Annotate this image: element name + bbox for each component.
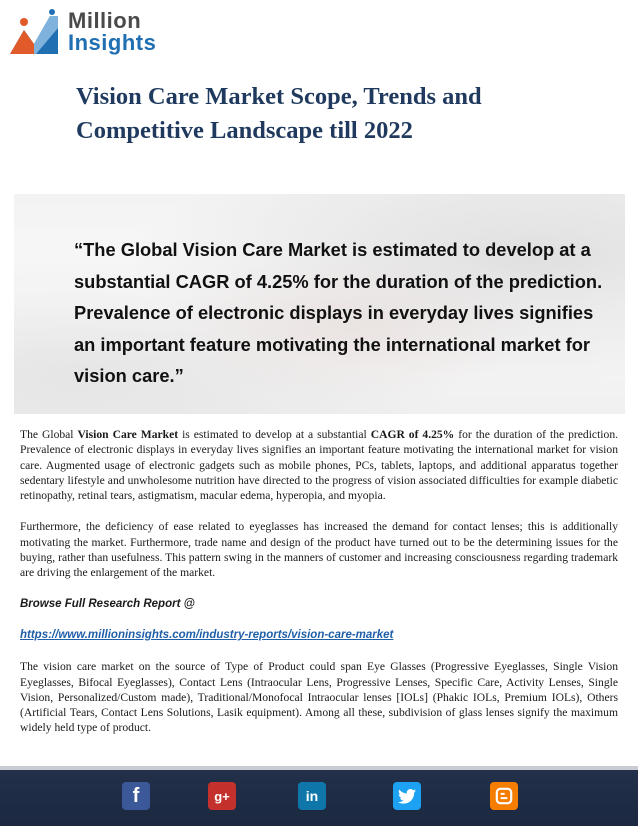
- logo-million: Million: [68, 8, 142, 33]
- linkedin-icon[interactable]: in: [298, 782, 326, 810]
- blogger-icon[interactable]: [490, 782, 518, 810]
- market-name: Vision Care Market: [77, 428, 179, 441]
- logo-insights: Insights: [68, 30, 157, 55]
- twitter-icon[interactable]: [393, 782, 421, 810]
- text: The Global: [20, 428, 78, 441]
- logo-text: [68, 10, 156, 54]
- article-body: [20, 427, 618, 752]
- text: is estimated to develop at a substantial: [178, 428, 371, 441]
- million-insights-logo[interactable]: [6, 8, 176, 60]
- social-footer: [0, 770, 638, 826]
- paragraph-intro: [20, 427, 618, 503]
- google-plus-icon[interactable]: g+: [208, 782, 236, 810]
- facebook-icon[interactable]: f: [122, 782, 150, 810]
- report-link[interactable]: https://www.millioninsights.com/industry-reports/vision-care-market: [20, 628, 394, 641]
- logo-mark-icon: [6, 8, 62, 58]
- page-title: Vision Care Market Scope, Trends and Competitive Landscape till 2022: [76, 83, 482, 144]
- paragraph-demand: Furthermore, the deficiency of ease related to eyeglasses has increased the demand for contact lenses; this is additionally motivating the market. Furthermore, trade name and design of the product have turned out to be the determining issues for the buying, rather than usefulness. This pattern swing in the manners of customer and increasing consciousness regarding trademark are driving the enlargement of the market.: [20, 520, 618, 580]
- twitter-bird-icon: [398, 789, 416, 804]
- banner-quote: “The Global Vision Care Market is estimated to develop at a substantial CAGR of 4.25% for the duration of the prediction. Prevalence of electronic displays in everyday lives signifies an important feature motivating the international market for vision care.”: [74, 239, 603, 386]
- text: for the duration of the prediction. Prevalence of electronic displays in everyday lives signifies an important feature motivating the international market for vision care. Augmented usage of electronic gadgets such as mobile phones, PCs, tablets, laptops, and additional apparatus together sedentary lifestyle and unwholesome nutrition have directed to the progress of vision associated difficulties for example diabetic retinopathy, retinal tears, astigmatism, macular edema, hyperopia, and myopia.: [20, 428, 619, 503]
- cagr-value: CAGR of 4.25%: [370, 428, 455, 441]
- browse-report-label: Browse Full Research Report @: [20, 597, 195, 610]
- blogger-b-icon: [495, 787, 513, 805]
- paragraph-segments: The vision care market on the source of Type of Product could span Eye Glasses (Progressive Eyeglasses, Single Vision Eyeglasses, Bifocal Eyeglasses), Contact Lens (Intraocular Lens, Progressive Lenses, Specific Care, Activity Lenses, Single Vision, Personalized/Custom made), Traditional/Monofocal Intraocular lenses [IOLs] (Phakic IOLs, Premium IOLs), Others (Artificial Tears, Contact Lens Solutions, Lasik equipment). Among all these, subdivision of glass lenses signify the maximum widely held type of product.: [20, 660, 618, 735]
- quote-banner: [14, 194, 625, 414]
